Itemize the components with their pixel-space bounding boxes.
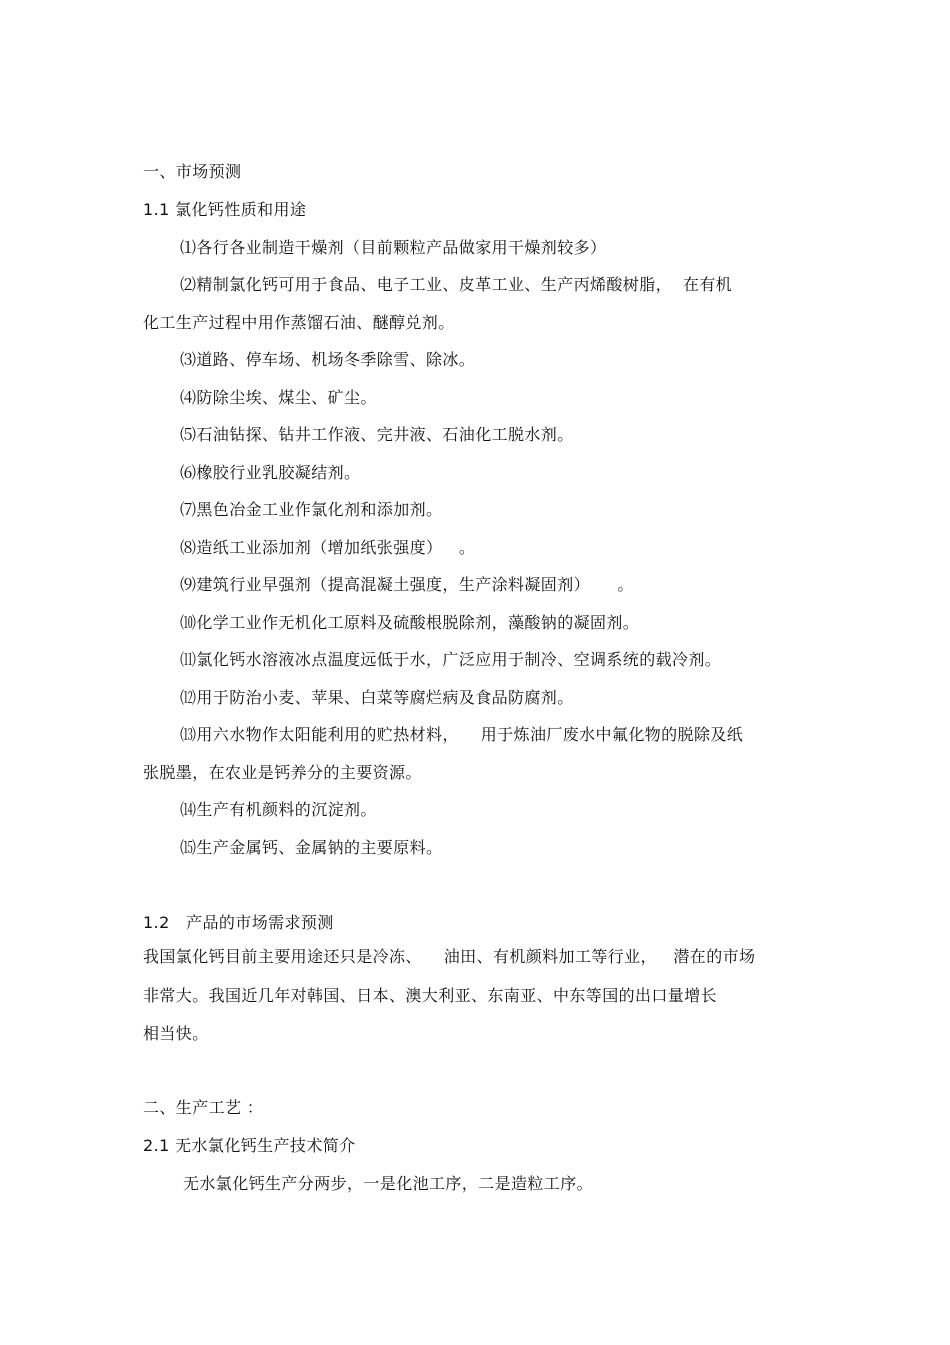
list-item: ⑶道路、停车场、机场冬季除雪、除冰。 xyxy=(180,350,476,369)
list-item-continuation: 化工生产过程中用作蒸馏石油、醚醇兑剂。 xyxy=(143,313,455,332)
paragraph-line: 无水氯化钙生产分两步，一是化池工序，二是造粒工序。 xyxy=(183,1174,594,1193)
list-item: ⑿用于防治小麦、苹果、白菜等腐烂病及食品防腐剂。 xyxy=(180,688,574,707)
list-item: ⑸石油钻探、钻井工作液、完井液、石油化工脱水剂。 xyxy=(180,425,574,444)
subsection-heading-anhydrous-technology: 2.1 无水氯化钙生产技术简介 xyxy=(143,1136,356,1155)
list-item-continuation: 张脱墨，在农业是钙养分的主要资源。 xyxy=(143,763,422,782)
list-item: ⒁生产有机颜料的沉淀剂。 xyxy=(180,800,377,819)
list-item: ⑺黑色冶金工业作氯化剂和添加剂。 xyxy=(180,500,443,519)
list-item: ⑾氯化钙水溶液冰点温度远低于水，广泛应用于制冷、空调系统的载冷剂。 xyxy=(180,650,722,669)
list-item: ⑴各行各业制造干燥剂（目前颗粒产品做家用干燥剂较多） xyxy=(180,238,607,257)
paragraph-line: 相当快。 xyxy=(143,1024,209,1043)
section-heading-market-forecast: 一、市场预测 xyxy=(143,162,242,181)
subsection-heading-properties-uses: 1.1 氯化钙性质和用途 xyxy=(143,200,307,219)
list-item: ⒂生产金属钙、金属钠的主要原料。 xyxy=(180,838,443,857)
list-item: ⑷防除尘埃、煤尘、矿尘。 xyxy=(180,388,377,407)
section-heading-production-process: 二、生产工艺 ： xyxy=(143,1098,264,1117)
list-item: ⑻造纸工业添加剂（增加纸张强度） 。 xyxy=(180,538,476,557)
list-item: ⒀用六水物作太阳能利用的贮热材料， 用于炼油厂废水中氟化物的脱除及纸 xyxy=(180,725,744,744)
list-item: ⑹橡胶行业乳胶凝结剂。 xyxy=(180,463,361,482)
paragraph-line: 非常大。我国近几年对韩国、日本、澳大利亚、东南亚、中东等国的出口量增长 xyxy=(143,986,718,1005)
list-item: ⑼建筑行业早强剂（提高混凝土强度，生产涂料凝固剂） 。 xyxy=(180,575,634,594)
subsection-heading-demand-forecast: 1.2 产品的市场需求预测 xyxy=(143,913,334,932)
list-item: ⑽化学工业作无机化工原料及硫酸根脱除剂，藻酸钠的凝固剂。 xyxy=(180,613,640,632)
list-item: ⑵精制氯化钙可用于食品、电子工业、皮革工业、生产丙烯酸树脂， 在有机 xyxy=(180,275,733,294)
paragraph-line: 我国氯化钙目前主要用途还只是冷冻、 油田、有机颜料加工等行业， 潜在的市场 xyxy=(143,947,756,966)
